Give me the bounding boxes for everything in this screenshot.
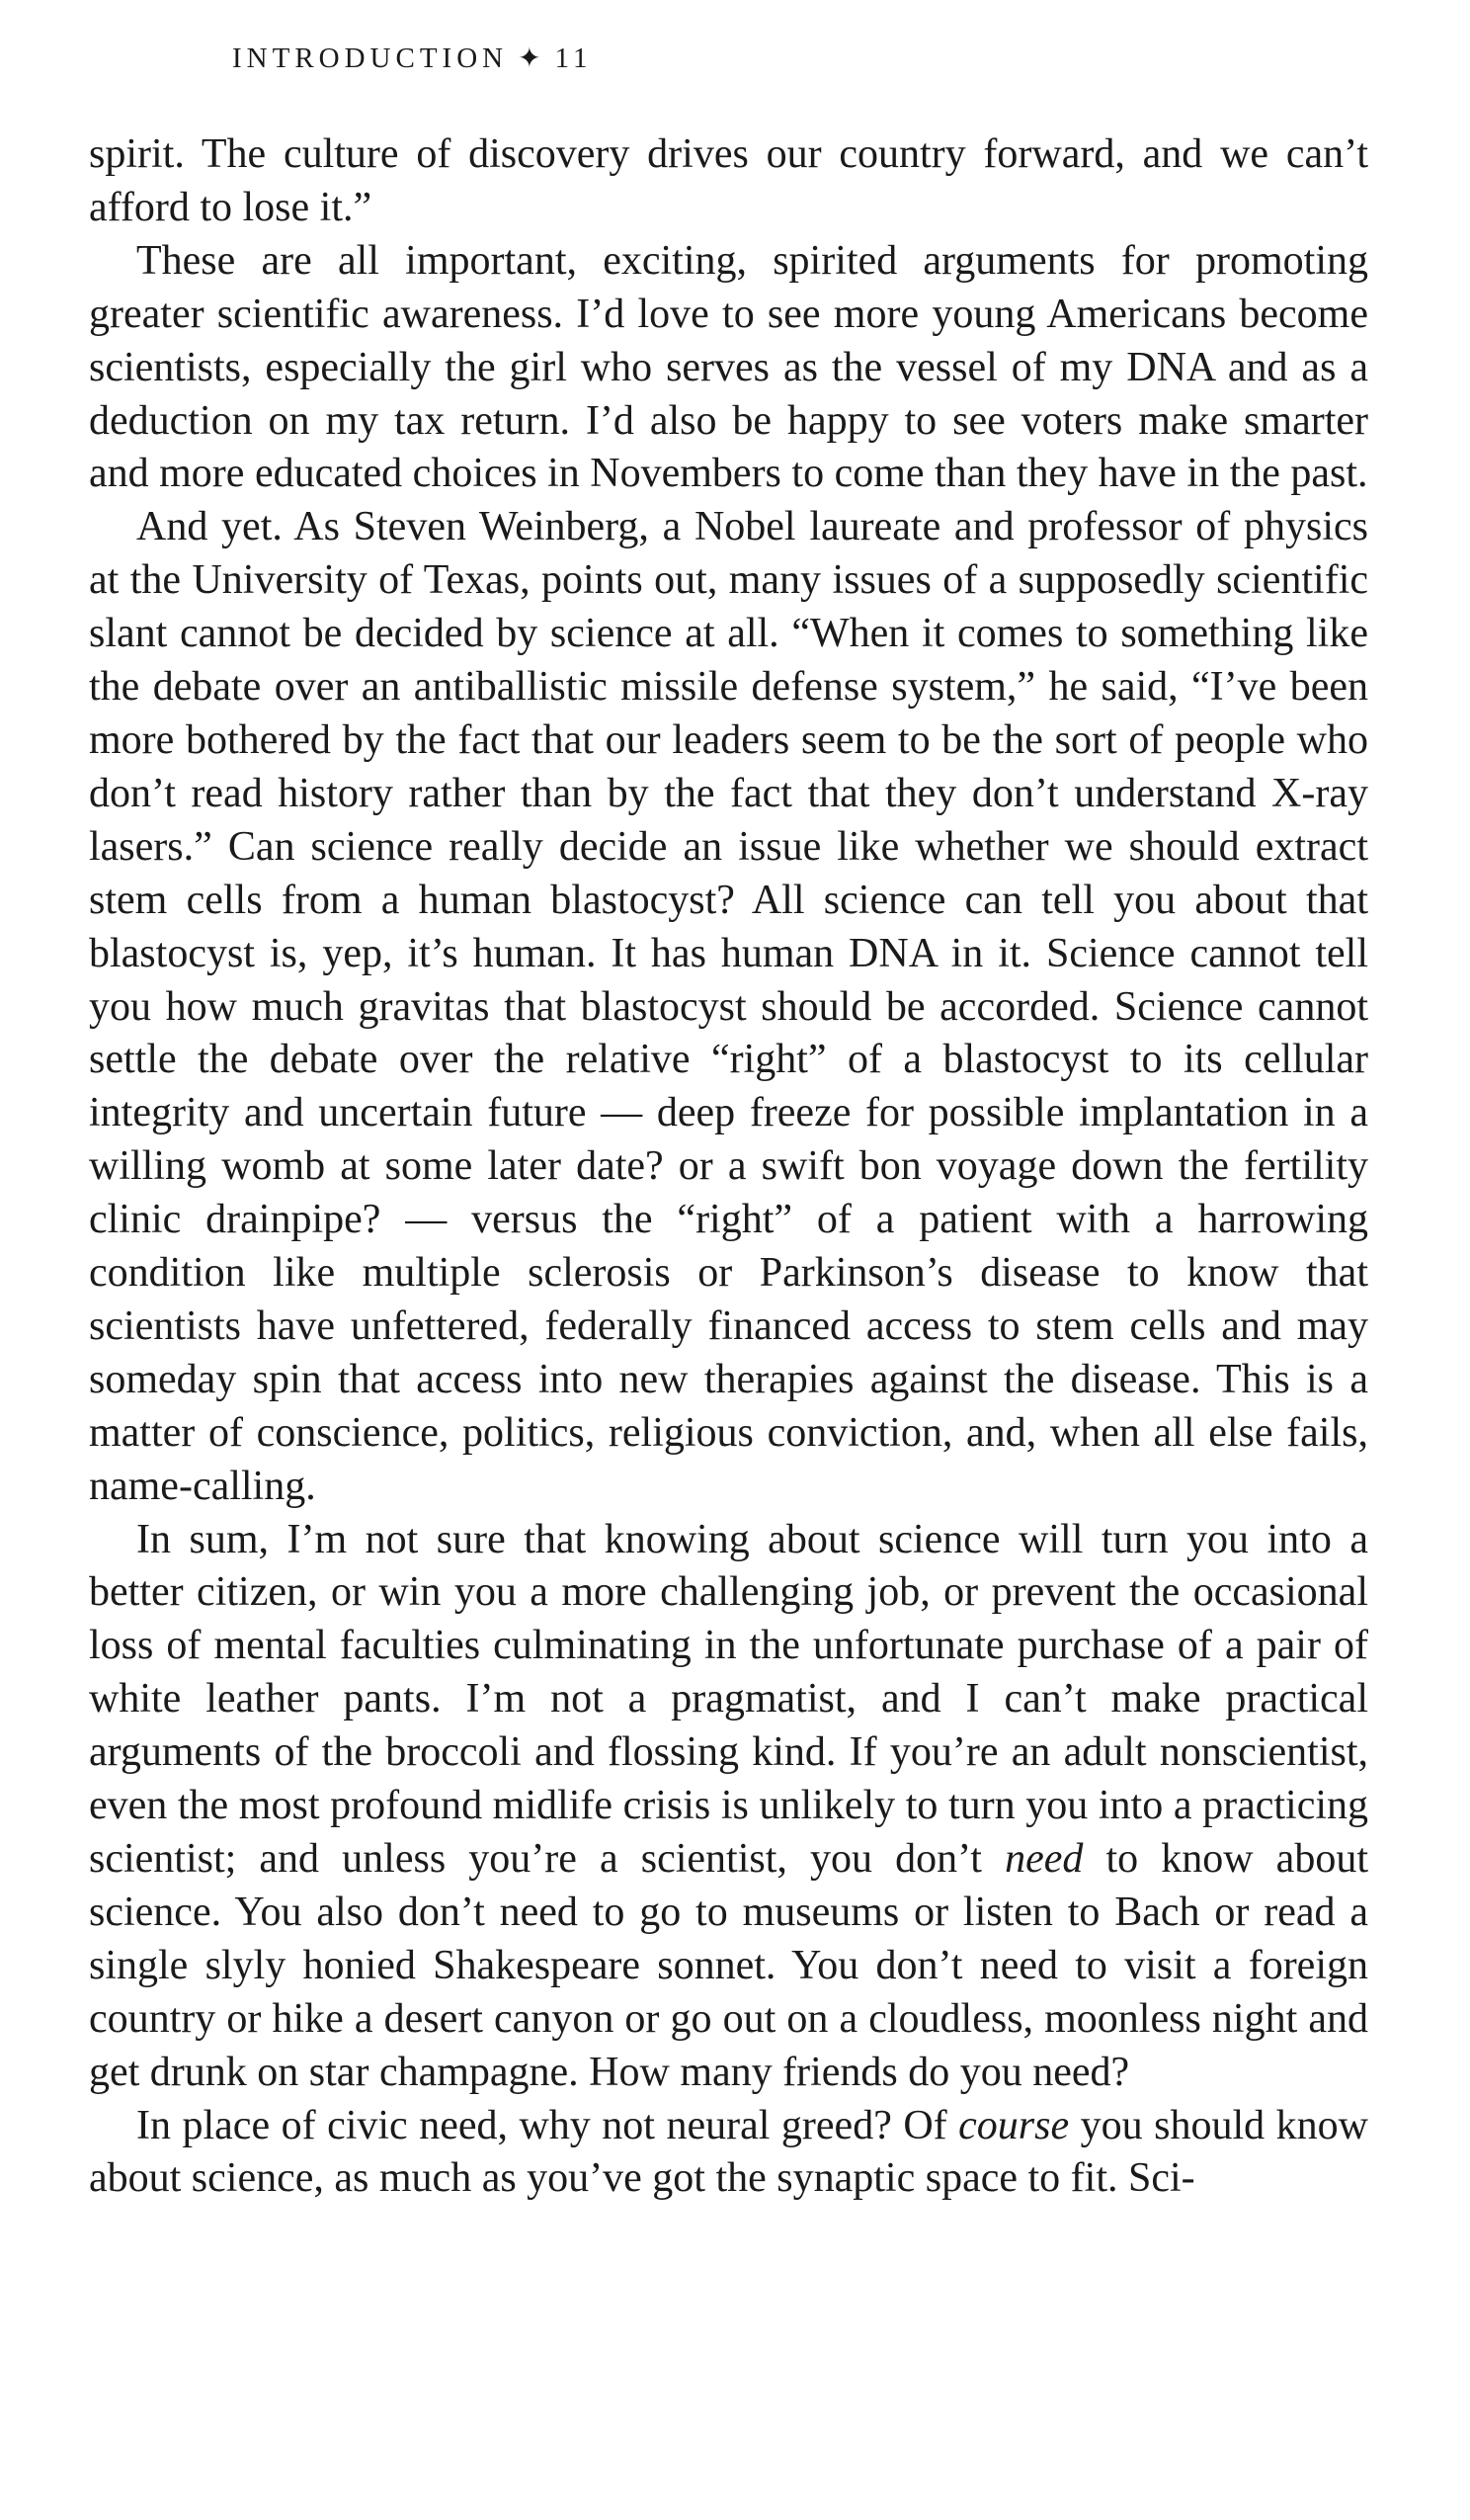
paragraph-continuation: spirit. The culture of discovery drives our country forward, and we can’t afford to lose it.” bbox=[89, 131, 1368, 230]
paragraph-neural-greed-text-before: In place of civic need, why not neural greed? Of bbox=[136, 2102, 959, 2148]
diamond-ornament-icon: ✦ bbox=[518, 43, 541, 74]
paragraph-in-sum bbox=[89, 1514, 1368, 2100]
paragraph-arguments: These are all important, exciting, spirited arguments for promoting greater scientific awareness. I’d love to see more young Americans become scientists, especially the girl who serves as the vessel of my DNA and as a deduction on my tax return. I’d also be happy to see voters make smarter and more educated choices in Novembers to come than they have in the past. bbox=[89, 237, 1368, 497]
paragraph-weinberg: And yet. As Steven Weinberg, a Nobel laureate and professor of physics at the University of Texas, points out, many issues of a supposedly scientific slant cannot be decided by science at all. “When it comes to something like the debate over an antiballistic missile defense system,” he said, “I’ve been more bothered by the fact that our leaders seem to be the sort of people who don’t read history rather than by the fact that they don’t understand X-ray lasers.” Can science really decide an issue like whether we should extract stem cells from a human blastocyst? All science can tell you about that blastocyst is, yep, it’s human. It has human DNA in it. Science cannot tell you how much gravitas that blastocyst should be accorded. Science cannot settle the debate over the relative “right” of a blastocyst to its cellular integrity and uncertain future — deep freeze for possible implantation in a willing womb at some later date? or a swift bon voyage down the fertility clinic drainpipe? — versus the “right” of a patient with a harrowing condition like multiple sclerosis or Parkinson’s disease to know that scientists have unfettered, federally financed access to stem cells and may someday spin that access into new therapies against the disease. This is a matter of conscience, politics, religious conviction, and, when all else fails, name-calling. bbox=[89, 504, 1368, 1509]
emphasis-need: need bbox=[1005, 1836, 1084, 1882]
paragraph-neural-greed-text-after: you should know about science, as much as you’ve got the synaptic space to fit. Sci- bbox=[89, 2102, 1368, 2202]
paragraph-neural-greed bbox=[89, 2100, 1368, 2207]
page-number: 11 bbox=[554, 42, 593, 74]
running-head bbox=[232, 42, 593, 75]
section-title: INTRODUCTION bbox=[232, 42, 509, 74]
paragraph-in-sum-text-before: In sum, I’m not sure that knowing about science will turn you into a better citizen, or win you a more challenging job, or prevent the occasional loss of mental faculties culminating in the unfortunate purchase of a pair of white leather pants. I’m not a pragmatist, and I can’t make practical arguments of the broccoli and flossing kind. If you’re an adult nonscientist, even the most profound midlife crisis is unlikely to turn you into a practicing scientist; and unless you’re a scientist, you don’t bbox=[89, 1516, 1368, 1882]
paragraph-in-sum-text-after: to know about science. You also don’t need to go to museums or listen to Bach or read a single slyly honied Shakespeare sonnet. You don’t need to visit a foreign country or hike a desert canyon or go out on a cloudless, moonless night and get drunk on star champagne. How many friends do you need? bbox=[89, 1836, 1368, 2095]
emphasis-course: course bbox=[958, 2102, 1070, 2148]
body-text bbox=[89, 128, 1368, 2206]
